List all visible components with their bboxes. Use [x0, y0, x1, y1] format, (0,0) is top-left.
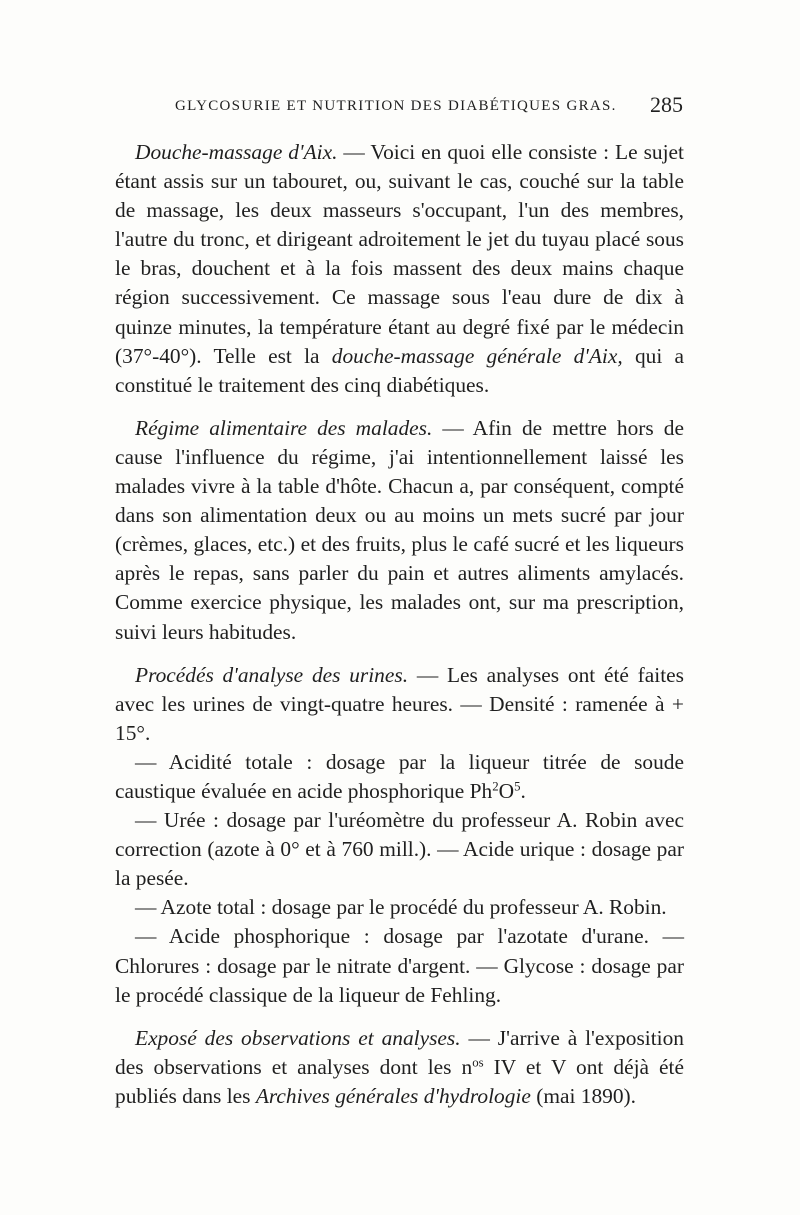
- italic-term: Archives générales d'hydrologie: [255, 1083, 531, 1108]
- paragraph-procedes: [115, 661, 684, 748]
- section-heading: Régime alimentaire des malades.: [135, 415, 433, 440]
- paragraph-text-end: qui a constitué le traitement des cinq diabétiques.: [115, 343, 684, 397]
- page-number: 285: [650, 92, 683, 117]
- formula-end: .: [520, 778, 526, 803]
- paragraph-text-end: (mai 1890).: [530, 1083, 637, 1108]
- paragraph-acide-phosphorique: — Acide phosphorique : dosage par l'azotate d'urane. — Chlorures : dosage par le nitrate d'argent. — Glycose : dosage par le procédé classique de la liqueur de Fehling.: [115, 924, 684, 1007]
- formula-part: O: [498, 778, 515, 803]
- superscript: 5: [514, 779, 521, 794]
- paragraph-text: — Afin de mettre hors de cause l'influence du régime, j'ai intentionnellement laissé les malades vivre à la table d'hôte. Chacun a, par conséquent, compté dans son alimentation deux ou au moins un mets sucré par jour (crèmes, glaces, etc.) et des fruits, plus le café sucré et les liqueurs après le repas, sans parler du pain et autres aliments amylacés. Comme exercice physique, les malades ont, sur ma prescription, suivi leurs habitudes.: [115, 415, 684, 644]
- paragraph-text-mid: IV et V ont déjà été publiés dans les: [115, 1054, 684, 1108]
- paragraph-azote: — Azote total : dosage par le procédé du professeur A. Robin.: [135, 895, 667, 920]
- running-header: GLYCOSURIE ET NUTRITION DES DIABÉTIQUES GRAS.: [175, 98, 617, 114]
- section-heading: Exposé des observations et analyses.: [135, 1025, 461, 1050]
- section-heading: Douche-massage d'Aix.: [135, 140, 338, 164]
- paragraph-douche-massage: [115, 138, 684, 400]
- section-heading: Procédés d'analyse des urines.: [135, 662, 409, 687]
- paragraph-acidite: [115, 748, 684, 806]
- paragraph-text: — Acidité totale : dosage par la liqueur titrée de soude caustique évaluée en acide phosphorique Ph: [115, 749, 684, 803]
- body-text: [115, 138, 684, 1111]
- paragraph-uree: — Urée : dosage par l'uréomètre du professeur A. Robin avec correction (azote à 0° et à 760 mill.). — Acide urique : dosage par la pesée.: [115, 808, 684, 891]
- paragraph-text: — Voici en quoi elle consiste : Le sujet étant assis sur un tabouret, ou, suivant le cas, couché sur la table de massage, les deux masseurs s'occupant, l'un des membres, l'autre du tronc, et dirigeant adroitement le jet du tuyau placé sous le bras, douchent et à la fois massent des deux mains chaque région successivement. Ce massage sous l'eau dure de dix à quinze minutes, la température étant au degré fixé par le médecin (37°-40°). Telle est la: [115, 140, 684, 368]
- italic-term: douche-massage générale d'Aix,: [331, 343, 623, 368]
- paragraph-regime: [115, 414, 684, 647]
- paragraph-text: — J'arrive à l'exposition des observations et analyses dont les n: [115, 1025, 685, 1079]
- superscript: os: [472, 1055, 484, 1070]
- superscript: 2: [492, 779, 499, 794]
- paragraph-text: — Les analyses ont été faites avec les urines de vingt-quatre heures. — Densité : ramenée à + 15°.: [115, 662, 684, 745]
- paragraph-expose: [115, 1024, 684, 1111]
